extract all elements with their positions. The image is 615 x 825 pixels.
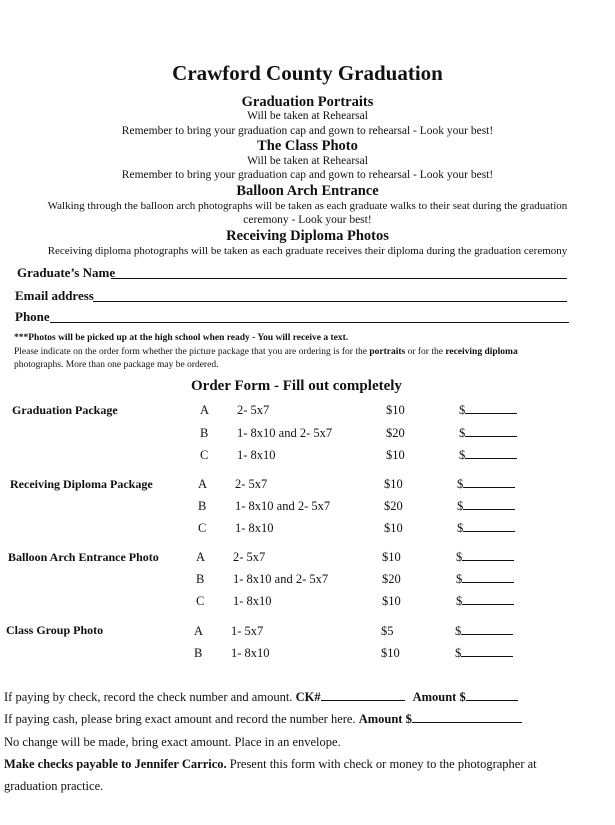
option-price: $5	[381, 624, 394, 638]
graduate-name-field[interactable]	[111, 278, 567, 279]
option-price: $10	[384, 477, 403, 491]
check-instructions: If paying by check, record the check number and amount. CK# Amount $	[4, 690, 518, 705]
option-price: $20	[386, 426, 405, 440]
section-text: Walking through the balloon arch photographs will be taken as each graduate walks to their seat during the graduation	[47, 200, 568, 212]
package-name: Graduation Package	[12, 403, 118, 417]
option-letter: A	[196, 550, 206, 564]
pickup-note: ***Photos will be picked up at the high school when ready - You will receive a text.	[14, 333, 349, 343]
amount-field[interactable]: $	[459, 448, 517, 463]
payable-note: Make checks payable to Jennifer Carrico. Present this form with check or money to the photographer at	[4, 757, 537, 771]
option-desc: 1- 8x10	[233, 594, 272, 608]
amount-field[interactable]: $	[456, 550, 514, 565]
option-desc: 1- 5x7	[231, 624, 264, 638]
phone-field[interactable]	[50, 322, 569, 323]
check-amount-field[interactable]	[466, 690, 518, 701]
option-desc: 2- 5x7	[235, 477, 268, 491]
amount-field[interactable]: $	[456, 594, 514, 609]
option-letter: C	[200, 448, 209, 462]
amount-field[interactable]: $	[455, 646, 513, 661]
cash-instructions: If paying cash, please bring exact amount and record the number here. Amount $	[4, 712, 522, 727]
option-desc: 2- 5x7	[233, 550, 266, 564]
option-letter: B	[196, 572, 205, 586]
option-price: $20	[384, 499, 403, 513]
check-number-field[interactable]	[321, 690, 405, 701]
option-desc: 1- 8x10 and 2- 5x7	[237, 426, 333, 440]
package-name: Class Group Photo	[6, 623, 104, 637]
section-heading-balloon-arch: Balloon Arch Entrance	[236, 183, 379, 199]
email-label: Email address	[15, 288, 94, 303]
amount-field[interactable]: $	[459, 403, 517, 418]
option-letter: C	[198, 521, 207, 535]
section-text: Remember to bring your graduation cap and gown to rehearsal - Look your best!	[121, 169, 494, 181]
amount-field[interactable]: $	[457, 477, 515, 492]
cash-amount-field[interactable]	[412, 712, 522, 723]
option-price: $10	[382, 594, 401, 608]
graduate-name-label: Graduate’s Name	[17, 265, 116, 280]
option-letter: A	[194, 624, 204, 638]
indicate-note: Please indicate on the order form whether the picture package that you are ordering is for the portraits or for the receiving diploma	[14, 347, 518, 357]
amount-field[interactable]: $	[456, 572, 514, 587]
no-change-note: No change will be made, bring exact amount. Place in an envelope.	[4, 735, 341, 749]
option-price: $10	[386, 403, 405, 417]
option-price: $10	[384, 521, 403, 535]
option-price: $20	[382, 572, 401, 586]
section-text: ceremony - Look your best!	[243, 214, 372, 226]
indicate-note-2: photographs. More than one package may be ordered.	[14, 360, 219, 370]
section-heading-portraits: Graduation Portraits	[241, 94, 374, 110]
option-price: $10	[382, 550, 401, 564]
phone-label: Phone	[15, 309, 50, 324]
section-text: Remember to bring your graduation cap and gown to rehearsal - Look your best!	[121, 125, 494, 137]
option-letter: B	[198, 499, 207, 513]
option-letter: A	[198, 477, 208, 491]
section-heading-diploma: Receiving Diploma Photos	[226, 228, 389, 244]
section-text: Will be taken at Rehearsal	[247, 155, 368, 167]
package-name: Balloon Arch Entrance Photo	[8, 550, 159, 564]
amount-field[interactable]: $	[455, 624, 513, 639]
section-heading-class-photo: The Class Photo	[257, 138, 358, 154]
amount-field[interactable]: $	[457, 521, 515, 536]
option-price: $10	[386, 448, 405, 462]
package-name: Receiving Diploma Package	[10, 477, 153, 491]
email-field[interactable]	[93, 301, 567, 302]
option-desc: 1- 8x10 and 2- 5x7	[235, 499, 331, 513]
amount-field[interactable]: $	[457, 499, 515, 514]
option-desc: 1- 8x10	[237, 448, 276, 462]
section-text: Will be taken at Rehearsal	[247, 110, 368, 122]
option-letter: A	[200, 403, 210, 417]
option-letter: B	[194, 646, 203, 660]
option-desc: 1- 8x10	[231, 646, 270, 660]
section-text: Receiving diploma photographs will be taken as each graduate receives their diploma during the graduation ceremony	[47, 245, 568, 257]
payable-note-2: graduation practice.	[4, 779, 104, 793]
order-form-title: Order Form - Fill out completely	[191, 378, 402, 394]
option-desc: 1- 8x10 and 2- 5x7	[233, 572, 329, 586]
option-desc: 2- 5x7	[237, 403, 270, 417]
page-title: Crawford County Graduation	[172, 61, 443, 85]
option-letter: C	[196, 594, 205, 608]
option-letter: B	[200, 426, 209, 440]
option-price: $10	[381, 646, 400, 660]
option-desc: 1- 8x10	[235, 521, 274, 535]
amount-field[interactable]: $	[459, 426, 517, 441]
